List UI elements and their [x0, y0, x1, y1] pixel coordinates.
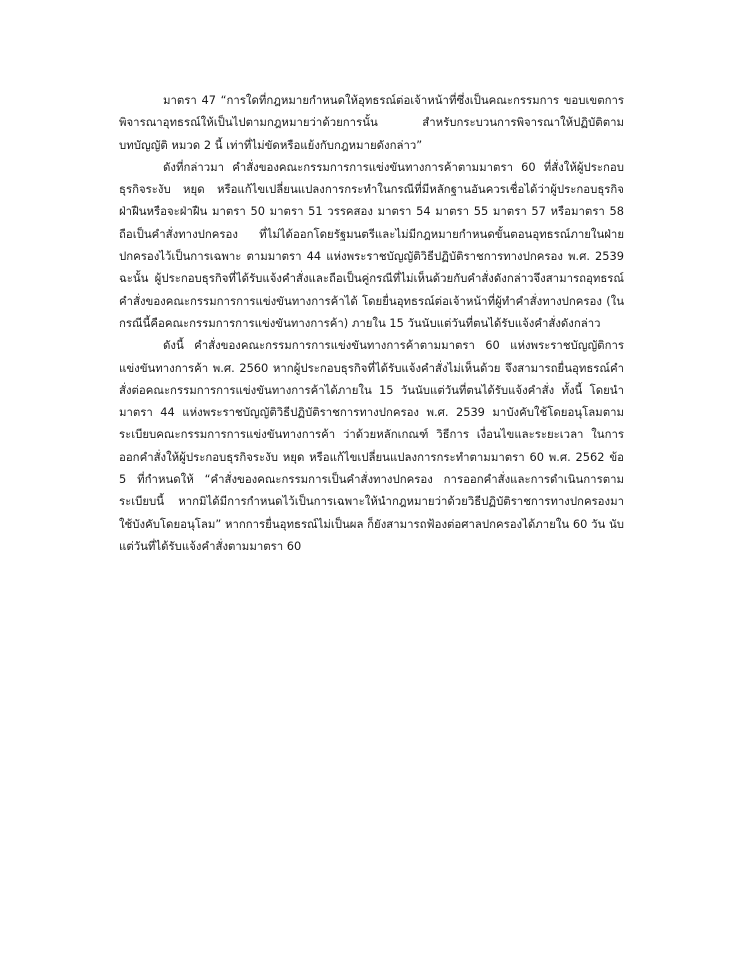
paragraph-section-60-appeal: ดังที่กล่าวมา คำสั่งของคณะกรรมการการแข่งขันทางการค้าตามมาตรา 60 ที่สั่งให้ผู้ประกอบธุรกิจระงับ หยุด หรือแก้ไขเปลี่ยนแปลงการกระทำในกรณีที่มีหลักฐานอันควรเชื่อได้ว่าผู้ประกอบธุรกิจฝ่าฝืนหรือจะฝ่าฝืน มาตรา 50 มาตรา 51 วรรคสอง มาตรา 54 มาตรา 55 มาตรา 57 หรือมาตรา 58 ถือเป็นคำสั่งทางปกครอง ที่ไม่ได้ออกโดยรัฐมนตรีและไม่มีกฎหมายกำหนดขั้นตอนอุทธรณ์ภายในฝ่ายปกครองไว้เป็นการเฉพาะ ตามมาตรา 44 แห่งพระราชบัญญัติวิธีปฏิบัติราชการทางปกครอง พ.ศ. 2539 ฉะนั้น ผู้ประกอบธุรกิจที่ได้รับแจ้งคำสั่งและถือเป็นคู่กรณีที่ไม่เห็นด้วยกับคำสั่งดังกล่าวจึงสามารถอุทธรณ์คำสั่งของคณะกรรมการการแข่งขันทางการค้าได้ โดยยื่นอุทธรณ์ต่อเจ้าหน้าที่ผู้ทำคำสั่งทางปกครอง (ในกรณีนี้คือคณะกรรมการการแข่งขันทางการค้า) ภายใน 15 วันนับแต่วันที่ตนได้รับแจ้งคำสั่งดังกล่าว	[119, 159, 624, 330]
paragraph-section-47: มาตรา 47 “การใดที่กฎหมายกำหนดให้อุทธรณ์ต่อเจ้าหน้าที่ซึ่งเป็นคณะกรรมการ ขอบเขตการพิจารณาอุทธรณ์ให้เป็นไปตามกฎหมายว่าด้วยการนั้น สำหรับกระบวนการพิจารณาให้ปฏิบัติตามบทบัญญัติ หมวด 2 นี้ เท่าที่ไม่ขัดหรือแย้งกับกฎหมายดังกล่าว”	[119, 93, 624, 152]
paragraph-conclusion: ดังนี้ คำสั่งของคณะกรรมการการแข่งขันทางการค้าตามมาตรา 60 แห่งพระราชบัญญัติการแข่งขันทางการค้า พ.ศ. 2560 หากผู้ประกอบธุรกิจที่ได้รับแจ้งคำสั่งไม่เห็นด้วย จึงสามารถยื่นอุทธรณ์คำสั่งต่อคณะกรรมการการแข่งขันทางการค้าได้ภายใน 15 วันนับแต่วันที่ตนได้รับแจ้งคำสั่ง ทั้งนี้ โดยนำมาตรา 44 แห่งพระราชบัญญัติวิธีปฏิบัติราชการทางปกครอง พ.ศ. 2539 มาบังคับใช้โดยอนุโลมตามระเบียบคณะกรรมการการแข่งขันทางการค้า ว่าด้วยหลักเกณฑ์ วิธีการ เงื่อนไขและระยะเวลา ในการออกคำสั่งให้ผู้ประกอบธุรกิจระงับ หยุด หรือแก้ไขเปลี่ยนแปลงการกระทำตามมาตรา 60 พ.ศ. 2562 ข้อ 5 ที่กำหนดให้ “คำสั่งของคณะกรรมการเป็นคำสั่งทางปกครอง การออกคำสั่งและการดำเนินการตามระเบียบนี้ หากมิได้มีการกำหนดไว้เป็นการเฉพาะให้นำกฎหมายว่าด้วยวิธีปฏิบัติราชการทางปกครองมาใช้บังคับโดยอนุโลม” หากการยื่นอุทธรณ์ไม่เป็นผล ก็ยังสามารถฟ้องต่อศาลปกครองได้ภายใน 60 วัน นับแต่วันที่ได้รับแจ้งคำสั่งตามมาตรา 60	[119, 338, 624, 553]
document-body	[119, 89, 624, 557]
